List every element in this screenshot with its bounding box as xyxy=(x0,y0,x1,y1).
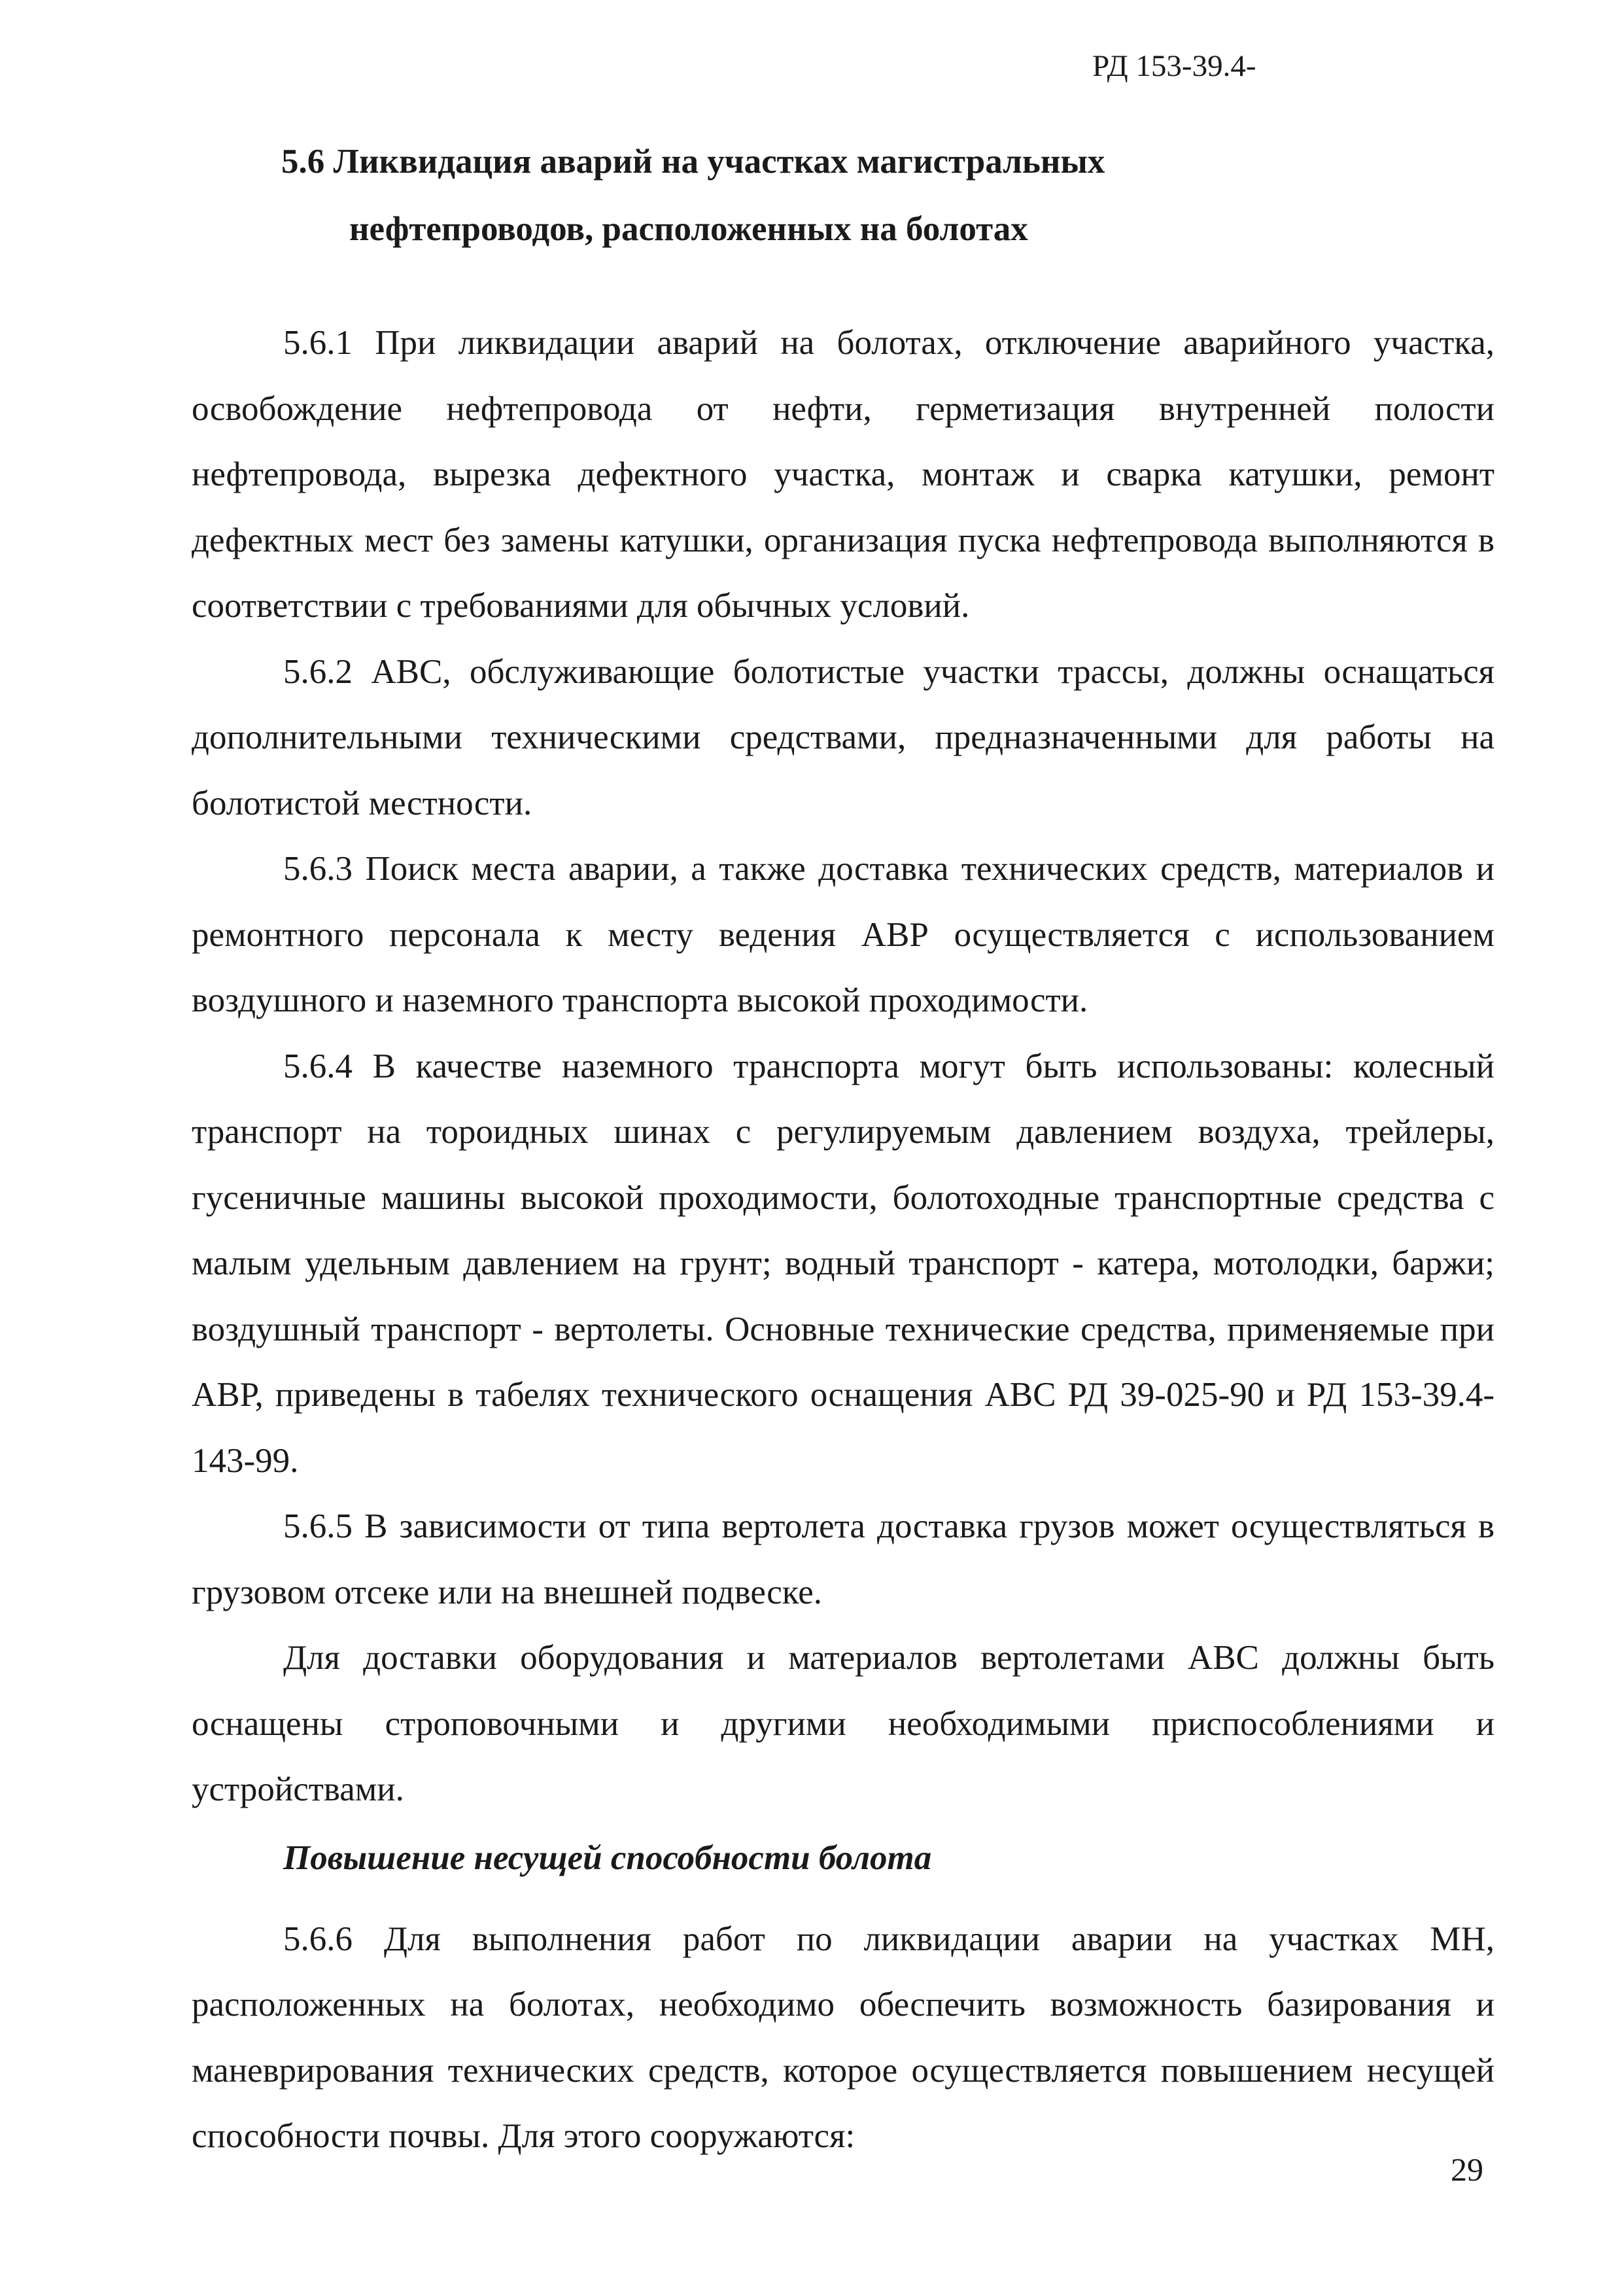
paragraph-5-6-4: 5.6.4 В качестве наземного транспорта могут быть использованы: колесный транспорт на тороидных шинах с регулируемым давлением воздуха, трейлеры, гусеничные машины высокой проходимости, болотоходные транспортные средства с малым удельным давлением на грунт; водный транспорт - катера, мотолодки, баржи; воздушный транспорт - вертолеты. Основные технические средства, применяемые при АВР, приведены в табелях технического оснащения АВС РД 39-025-90 и РД 153-39.4-143-99. xyxy=(192,1047,1494,1480)
subheading-bearing-capacity: Повышение несущей способности болота xyxy=(283,1838,932,1877)
paragraph-helicopter-equipment: Для доставки оборудования и материалов вертолетами АВС должны быть оснащены строповочными и другими необходимыми приспособлениями и устройствами. xyxy=(192,1639,1494,1808)
paragraph-5-6-6: 5.6.6 Для выполнения работ по ликвидации аварии на участках МН, расположенных на болотах, необходимо обеспечить возможность базирования и маневрирования технических средств, которое осуществляется повышением несущей способности почвы. Для этого сооружаются: xyxy=(192,1919,1494,2155)
section-title-line-1: 5.6 Ликвидация аварий на участках магистральных xyxy=(281,143,1105,181)
section-title-line-2: нефтепроводов, расположенных на болотах xyxy=(349,210,1028,248)
paragraph-5-6-1: 5.6.1 При ликвидации аварий на болотах, отключение аварийного участка, освобождение нефтепровода от нефти, герметизация внутренней полости нефтепровода, вырезка дефектного участка, монтаж и сварка катушки, ремонт дефектных мест без замены катушки, организация пуска нефтепровода выполняются в соответствии с требованиями для обычных условий. xyxy=(192,324,1494,625)
page-number: 29 xyxy=(1451,2151,1483,2188)
paragraph-5-6-5: 5.6.5 В зависимости от типа вертолета доставка грузов может осуществляться в грузовом отсеке или на внешней подвеске. xyxy=(192,1507,1494,1611)
document-body xyxy=(192,310,1494,2169)
spacer xyxy=(192,1893,1494,1906)
paragraph-5-6-2: 5.6.2 АВС, обслуживающие болотистые участки трассы, должны оснащаться дополнительными техническими средствами, предназначенными для работы на болотистой местности. xyxy=(192,652,1494,822)
section-title xyxy=(281,128,1524,263)
paragraph-5-6-3: 5.6.3 Поиск места аварии, а также доставка технических средств, материалов и ремонтного персонала к месту ведения АВР осуществляется с использованием воздушного и наземного транспорта высокой проходимости. xyxy=(192,850,1494,1019)
document-code: РД 153-39.4- xyxy=(1092,49,1256,83)
